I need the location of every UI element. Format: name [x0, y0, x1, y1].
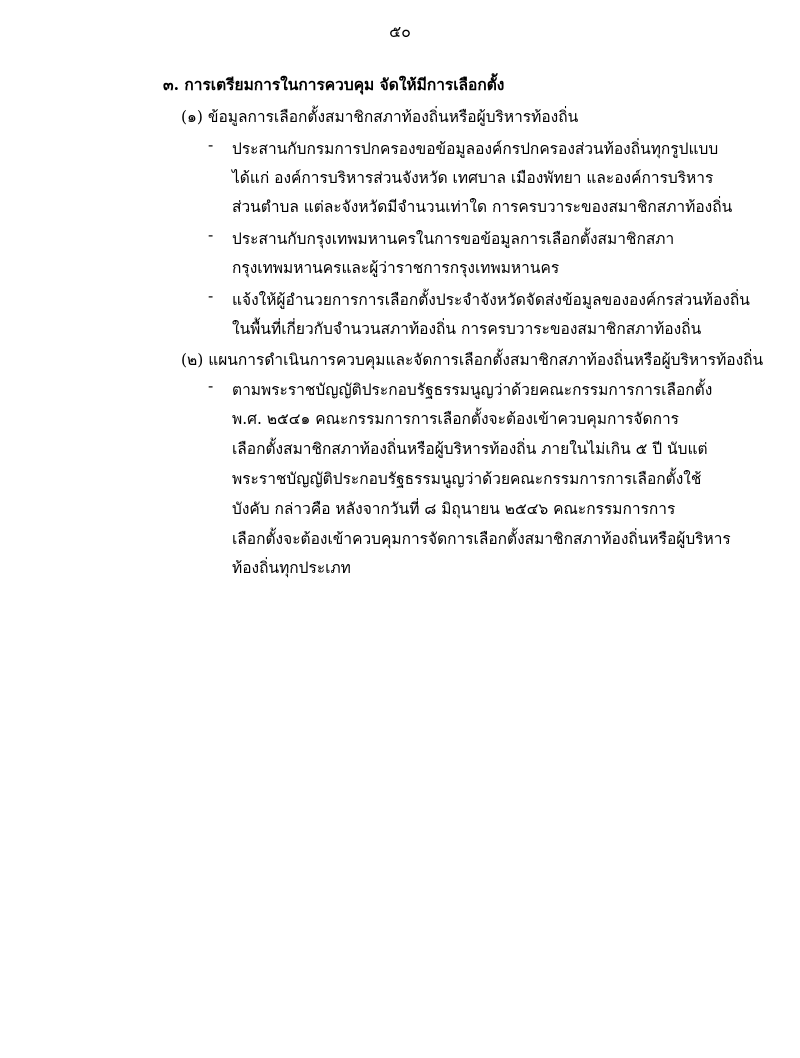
paragraph-line: ในพื้นที่เกี่ยวกับจำนวนสภาท้องถิ่น การครบวาระของสมาชิกสภาท้องถิ่น: [232, 320, 702, 338]
paragraph-line: บังคับ กล่าวคือ หลังจากวันที่ ๘ มิถุนายน ๒๕๔๖ คณะกรรมการการ: [232, 500, 676, 518]
section-heading: ๓. การเตรียมการในการควบคุม จัดให้มีการเลือกตั้ง: [163, 75, 505, 94]
paragraph-line: ได้แก่ องค์การบริหารส่วนจังหวัด เทศบาล เมืองพัทยา และองค์การบริหาร: [232, 169, 714, 187]
paragraph-line: ตามพระราชบัญญัติประกอบรัฐธรรมนูญว่าด้วยคณะกรรมการการเลือกตั้ง: [232, 381, 713, 399]
paragraph-line: ประสานกับกรมการปกครองขอข้อมูลองค์กรปกครองส่วนท้องถิ่นทุกรูปแบบ: [232, 140, 719, 158]
paragraph-line: กรุงเทพมหานครและผู้ว่าราชการกรุงเทพมหานคร: [232, 259, 560, 277]
paragraph-line: เลือกตั้งสมาชิกสภาท้องถิ่นหรือผู้บริหารท้องถิ่น ภายในไม่เกิน ๕ ปี นับแต่: [232, 440, 708, 458]
bullet-dash: -: [208, 136, 214, 154]
bullet-dash: -: [208, 226, 214, 244]
paragraph-line: ท้องถิ่นทุกประเภท: [232, 559, 351, 577]
subsection-2-title: (๒) แผนการดำเนินการควบคุมและจัดการเลือกตั้งสมาชิกสภาท้องถิ่นหรือผู้บริหารท้องถิ่น: [181, 351, 764, 369]
subsection-1-title: (๑) ข้อมูลการเลือกตั้งสมาชิกสภาท้องถิ่นหรือผู้บริหารท้องถิ่น: [181, 108, 579, 126]
paragraph-line: พระราชบัญญัติประกอบรัฐธรรมนูญว่าด้วยคณะกรรมการการเลือกตั้งใช้: [232, 470, 702, 488]
paragraph-line: เลือกตั้งจะต้องเข้าควบคุมการจัดการเลือกตั้งสมาชิกสภาท้องถิ่นหรือผู้บริหาร: [232, 530, 731, 548]
paragraph-line: แจ้งให้ผู้อำนวยการการเลือกตั้งประจำจังหวัดจัดส่งข้อมูลขององค์กรส่วนท้องถิ่น: [232, 291, 750, 309]
bullet-dash: -: [208, 377, 214, 395]
paragraph-line: ประสานกับกรุงเทพมหานครในการขอข้อมูลการเลือกตั้งสมาชิกสภา: [232, 230, 675, 248]
paragraph-line: พ.ศ. ๒๕๔๑ คณะกรรมการการเลือกตั้งจะต้องเข้าควบคุมการจัดการ: [232, 410, 679, 428]
bullet-dash: -: [208, 287, 214, 305]
paragraph-line: ส่วนตำบล แต่ละจังหวัดมีจำนวนเท่าใด การครบวาระของสมาชิกสภาท้องถิ่น: [232, 198, 733, 216]
page-number: ๕๐: [389, 22, 411, 41]
